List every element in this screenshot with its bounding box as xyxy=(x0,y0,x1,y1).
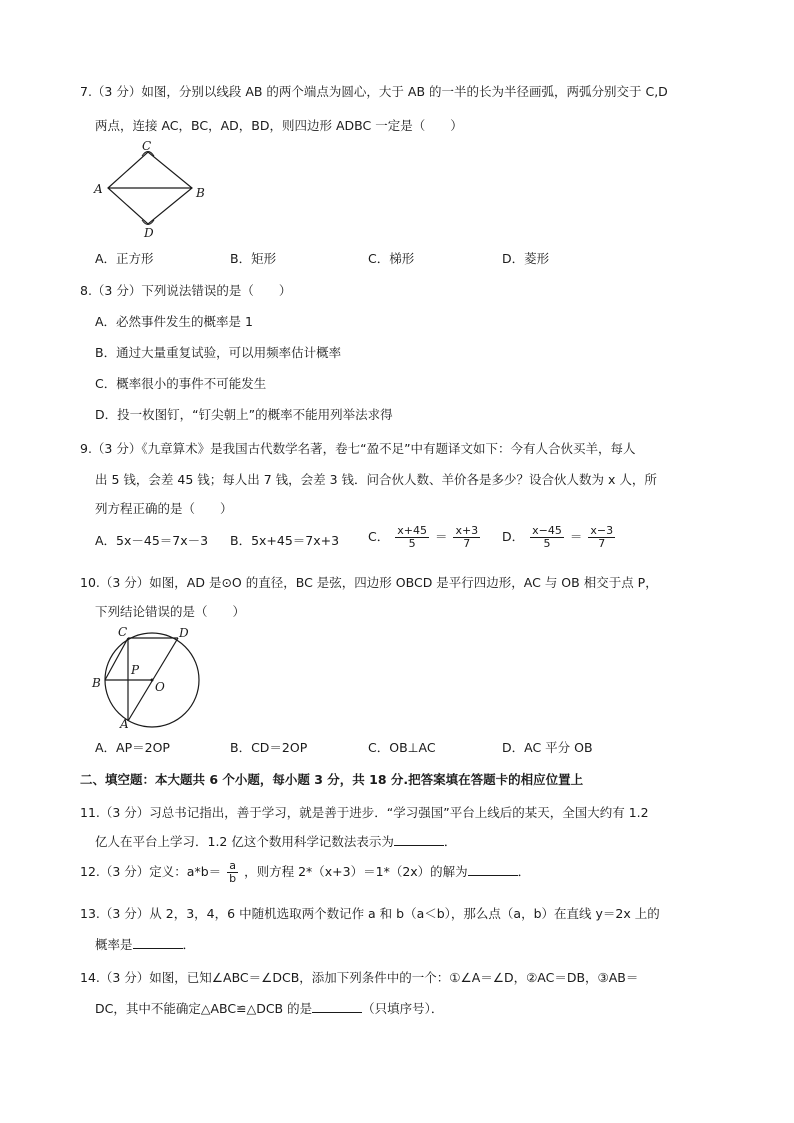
q9-stem-line2: 出 5 钱，会差 45 钱；每人出 7 钱，会差 3 钱．问合伙人数、羊价各是多少？设合伙人数为 x 人，所 xyxy=(95,472,657,487)
q8-option-d: D．投一枚图钉，“钉尖朝上”的概率不能用列举法求得 xyxy=(95,407,393,422)
q7-label-c: C xyxy=(142,139,152,153)
q14-stem-line2-end: （只填序号）． xyxy=(362,1001,444,1016)
q10-label-d: D xyxy=(179,626,189,640)
q7-label-a: A xyxy=(94,182,103,196)
q10-option-c: C．OB⊥AC xyxy=(368,740,436,755)
q7-option-a: A．正方形 xyxy=(95,251,154,266)
q9-option-d-denominator-right: 7 xyxy=(598,537,606,550)
q9-option-d-numerator-right: x−3 xyxy=(590,524,614,537)
q9-option-d-fraction-right xyxy=(588,525,615,550)
q10-option-a: A．AP＝2OP xyxy=(95,740,170,755)
q7-option-d: D．菱形 xyxy=(502,251,550,266)
q10-chord-bc xyxy=(105,638,128,680)
q8-stem: 8.（3 分）下列说法错误的是（ ） xyxy=(80,283,292,298)
q9-option-d-prefix: D． xyxy=(502,529,525,544)
q13-answer-blank[interactable] xyxy=(133,937,183,949)
q9-option-c-numerator-right: x+3 xyxy=(455,524,479,537)
q13-stem-line2-end: ． xyxy=(182,937,196,952)
q14-stem-line2 xyxy=(95,1001,443,1017)
q12-stem xyxy=(80,860,530,885)
q9-option-c-equals: ＝ xyxy=(434,529,448,544)
q11-stem-line1: 11.（3 分）习总书记指出，善于学习，就是善于进步．“学习强国”平台上线后的某天，全国大约有 1.2 xyxy=(80,805,649,820)
q11-stem-line2-end: ． xyxy=(443,834,457,849)
q7-stem-line2: 两点，连接 AC，BC，AD，BD，则四边形 ADBC 一定是（ ） xyxy=(95,118,463,133)
q13-stem-line1: 13.（3 分）从 2，3，4，6 中随机选取两个数记作 a 和 b（a＜b），那么点（a，b）在直线 y＝2x 上的 xyxy=(80,906,660,921)
q10-stem-line2: 下列结论错误的是（ ） xyxy=(95,604,246,619)
q9-option-a: A．5x－45＝7x－3 xyxy=(95,533,209,548)
q9-option-c xyxy=(368,525,482,550)
q10-label-a: A xyxy=(120,717,129,730)
q8-option-b: B．通过大量重复试验，可以用频率估计概率 xyxy=(95,345,342,360)
q10-option-b: B．CD＝2OP xyxy=(230,740,308,755)
q8-option-c: C．概率很小的事件不可能发生 xyxy=(95,376,267,391)
q9-option-c-numerator-left: x+45 xyxy=(397,524,427,537)
q9-option-c-fraction-left xyxy=(395,525,429,550)
q12-stem-mid: ，则方程 2*（x+3）＝1*（2x）的解为 xyxy=(244,864,468,879)
q10-center-point xyxy=(151,679,154,682)
q9-option-d xyxy=(502,525,617,550)
q12-answer-blank[interactable] xyxy=(468,864,518,876)
q13-stem-line2 xyxy=(95,937,195,953)
q12-fraction-denominator: b xyxy=(229,872,237,885)
q9-option-b: B．5x+45＝7x+3 xyxy=(230,533,340,548)
q10-option-d: D．AC 平分 OB xyxy=(502,740,593,755)
q12-fraction-numerator: a xyxy=(227,860,238,873)
q10-label-c: C xyxy=(118,625,128,639)
q10-figure-circle xyxy=(88,622,218,730)
q11-answer-blank[interactable] xyxy=(394,834,444,846)
q11-stem-line2 xyxy=(95,834,456,850)
q9-option-c-prefix: C． xyxy=(368,529,390,544)
q9-option-d-equals: ＝ xyxy=(569,529,583,544)
q9-option-d-fraction-left xyxy=(530,525,564,550)
q12-stem-post: ． xyxy=(517,864,531,879)
q7-figure-rhombus xyxy=(88,136,218,240)
q10-stem-line1: 10.（3 分）如图，AD 是⊙O 的直径，BC 是弦，四边形 OBCD 是平行四边形，AC 与 OB 相交于点 P， xyxy=(80,575,658,590)
q9-option-c-denominator-left: 5 xyxy=(408,537,416,550)
q9-stem-line3: 列方程正确的是（ ） xyxy=(95,501,233,516)
q7-option-b: B．矩形 xyxy=(230,251,277,266)
q11-stem-line2-text: 亿人在平台上学习．1.2 亿这个数用科学记数法表示为 xyxy=(95,834,394,849)
q14-answer-blank[interactable] xyxy=(312,1001,362,1013)
q7-label-b: B xyxy=(196,186,205,200)
q10-label-o: O xyxy=(155,680,165,694)
q7-label-d: D xyxy=(144,226,154,240)
section-2-heading: 二、填空题：本大题共 6 个小题，每小题 3 分，共 18 分.把答案填在答题卡的相应位置上 xyxy=(80,772,584,787)
q13-stem-line2-text: 概率是 xyxy=(95,937,133,952)
q9-option-d-numerator-left: x−45 xyxy=(532,524,562,537)
q9-stem-line1: 9.（3 分）《九章算术》是我国古代数学名著，卷七“盈不足”中有题译文如下：今有人合伙买羊，每人 xyxy=(80,441,636,456)
q12-definition-fraction xyxy=(227,860,238,885)
q14-stem-line1: 14.（3 分）如图，已知∠ABC＝∠DCB，添加下列条件中的一个：①∠A＝∠D，②AC＝DB，③AB＝ xyxy=(80,970,639,985)
q10-label-p: P xyxy=(131,663,140,677)
q12-stem-pre: 12.（3 分）定义：a*b＝ xyxy=(80,864,222,879)
q8-option-a: A．必然事件发生的概率是 1 xyxy=(95,314,253,329)
q9-option-c-fraction-right xyxy=(453,525,480,550)
q14-stem-line2-text: DC，其中不能确定△ABC≌△DCB 的是 xyxy=(95,1001,313,1016)
q9-option-c-denominator-right: 7 xyxy=(463,537,471,550)
q7-option-c: C．梯形 xyxy=(368,251,415,266)
q9-option-d-denominator-left: 5 xyxy=(543,537,551,550)
q7-stem-line1: 7.（3 分）如图，分别以线段 AB 的两个端点为圆心，大于 AB 的一半的长为半径画弧，两弧分别交于 C,D xyxy=(80,84,668,99)
q10-label-b: B xyxy=(92,676,101,690)
